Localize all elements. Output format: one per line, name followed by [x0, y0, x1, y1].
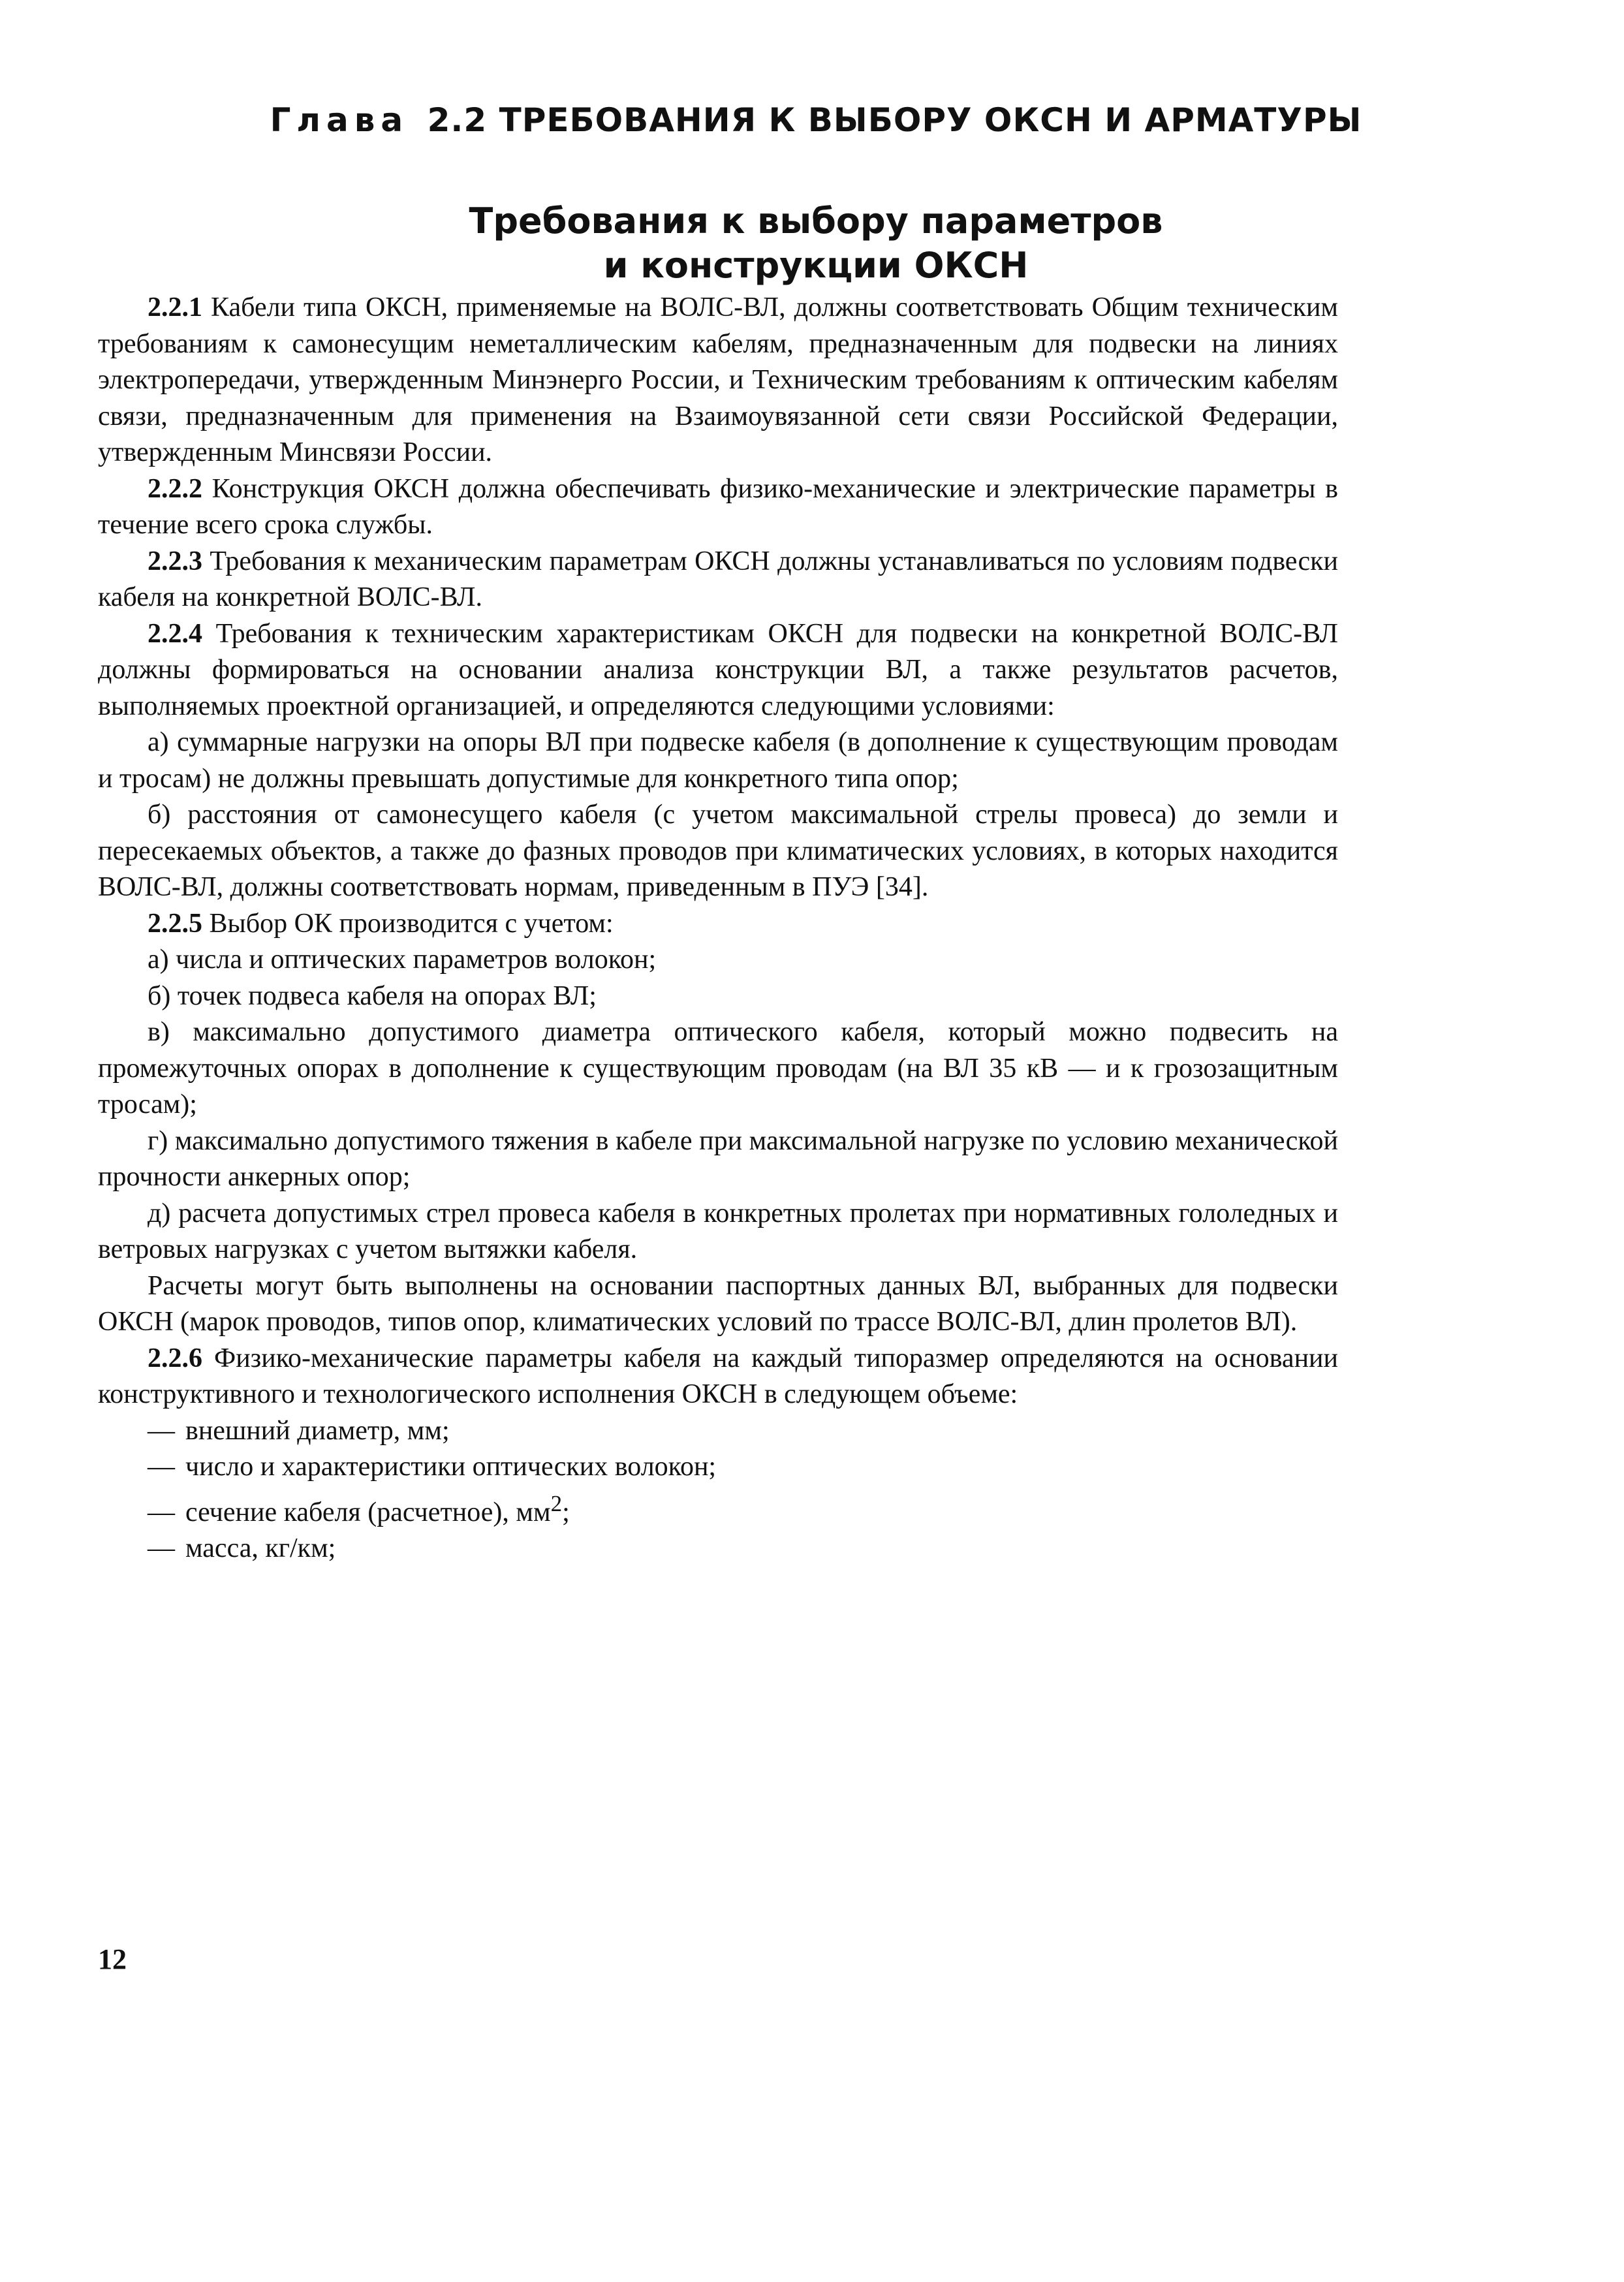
parameter-list	[98, 1413, 1338, 1567]
list-item-text: число и характеристики оптических волокон;	[185, 1452, 717, 1482]
body-text	[98, 290, 1338, 1567]
paragraph-2-2-2	[98, 471, 1338, 544]
paragraph-text: Требования к техническим характеристикам ОКСН для подвески на конкретной ВОЛС-ВЛ должны формироваться на основании анализа конструкции ВЛ, а также результатов расчетов, выполняемых проектной организацией, и определяются следующими условиями:	[98, 618, 1338, 721]
chapter-heading	[104, 101, 1527, 139]
paragraph-2-2-5	[98, 906, 1338, 943]
paragraph-text: а) числа и оптических параметров волокон;	[148, 945, 657, 975]
paragraph-2-2-4	[98, 616, 1338, 725]
paragraph-item-v	[98, 1014, 1338, 1123]
paragraph-number: 2.2.2	[148, 473, 202, 504]
dash-marker: —	[148, 1533, 175, 1563]
paragraph-item-b	[98, 978, 1338, 1015]
chapter-label: Глава	[270, 101, 409, 139]
paragraph-2-2-1	[98, 290, 1338, 471]
page-number: 12	[98, 1943, 127, 1975]
list-item	[98, 1531, 1338, 1567]
superscript: 2	[550, 1490, 563, 1516]
list-item	[98, 1413, 1338, 1450]
paragraph-text: а) суммарные нагрузки на опоры ВЛ при подвеске кабеля (в дополнение к существующим проводам и тросам) не должны превышать допустимые для конкретного типа опор;	[98, 727, 1338, 794]
paragraph-calculations	[98, 1268, 1338, 1341]
paragraph-text: Расчеты могут быть выполнены на основании паспортных данных ВЛ, выбранных для подвески ОКСН (марок проводов, типов опор, климатических условий по трассе ВОЛС-ВЛ, длин пролетов ВЛ).	[98, 1270, 1338, 1337]
chapter-title: ТРЕБОВАНИЯ К ВЫБОРУ ОКСН И АРМАТУРЫ	[499, 101, 1362, 139]
paragraph-item-g	[98, 1123, 1338, 1196]
paragraph-number: 2.2.6	[148, 1343, 202, 1373]
paragraph-2-2-3	[98, 544, 1338, 616]
paragraph-text: Конструкция ОКСН должна обеспечивать физико-механические и электрические параметры в течение всего срока службы.	[98, 473, 1338, 540]
list-item-text: масса, кг/км;	[185, 1533, 336, 1563]
paragraph-number: 2.2.3	[148, 546, 202, 576]
paragraph-text: Кабели типа ОКСН, применяемые на ВОЛС-ВЛ, должны соответствовать Общим техническим требованиям к самонесущим неметаллическим кабелям, предназначенным для подвески на линиях электропередачи, утвержденным Минэнерго России, и Техническим требованиям к оптическим кабелям связи, предназначенным для применения на Взаимоувязанной сети связи Российской Федерации, утвержденным Минсвязи России.	[98, 292, 1338, 467]
paragraph-item-d	[98, 1196, 1338, 1268]
paragraph-text: в) максимально допустимого диаметра оптического кабеля, который можно подвесить на промежуточных опорах в дополнение к существующим проводам (на ВЛ 35 кВ — и к грозозащитным тросам);	[98, 1017, 1338, 1119]
paragraph-text: б) точек подвеса кабеля на опорах ВЛ;	[148, 980, 597, 1011]
paragraph-text: д) расчета допустимых стрел провеса кабеля в конкретных пролетах при нормативных гололедных и ветровых нагрузках с учетом вытяжки кабеля.	[98, 1198, 1338, 1264]
dash-marker: —	[148, 1452, 175, 1482]
section-heading	[104, 199, 1527, 288]
section-title-line-1: Требования к выбору параметров	[469, 200, 1163, 242]
section-title-line-2: и конструкции ОКСН	[603, 245, 1029, 286]
dash-marker: —	[148, 1497, 175, 1527]
list-item-text: внешний диаметр, мм;	[185, 1415, 450, 1446]
paragraph-text: г) максимально допустимого тяжения в кабеле при максимальной нагрузке по условию механической прочности анкерных опор;	[98, 1125, 1338, 1192]
paragraph-2-2-6	[98, 1341, 1338, 1413]
paragraph-item-b	[98, 797, 1338, 906]
paragraph-number: 2.2.5	[148, 908, 202, 939]
paragraph-item-a	[98, 942, 1338, 978]
list-item-text: сечение кабеля (расчетное), мм	[185, 1497, 551, 1527]
list-item	[98, 1486, 1338, 1531]
dash-marker: —	[148, 1415, 175, 1446]
list-item	[98, 1449, 1338, 1486]
paragraph-text: Выбор ОК производится с учетом:	[202, 908, 614, 939]
paragraph-number: 2.2.4	[148, 618, 202, 649]
paragraph-text: б) расстояния от самонесущего кабеля (с учетом максимальной стрелы провеса) до земли и пересекаемых объектов, а также до фазных проводов при климатических условиях, в которых находится ВОЛС-ВЛ, должны соответствовать нормам, приведенным в ПУЭ [34].	[98, 800, 1338, 902]
list-item-tail: ;	[562, 1497, 570, 1527]
paragraph-text: Требования к механическим параметрам ОКСН должны устанавливаться по условиям подвески кабеля на конкретной ВОЛС-ВЛ.	[98, 546, 1338, 612]
chapter-number: 2.2	[427, 101, 488, 139]
paragraph-number: 2.2.1	[148, 292, 202, 322]
paragraph-item-a	[98, 725, 1338, 797]
paragraph-text: Физико-механические параметры кабеля на каждый типоразмер определяются на основании конструктивного и технологического исполнения ОКСН в следующем объеме:	[98, 1343, 1338, 1409]
